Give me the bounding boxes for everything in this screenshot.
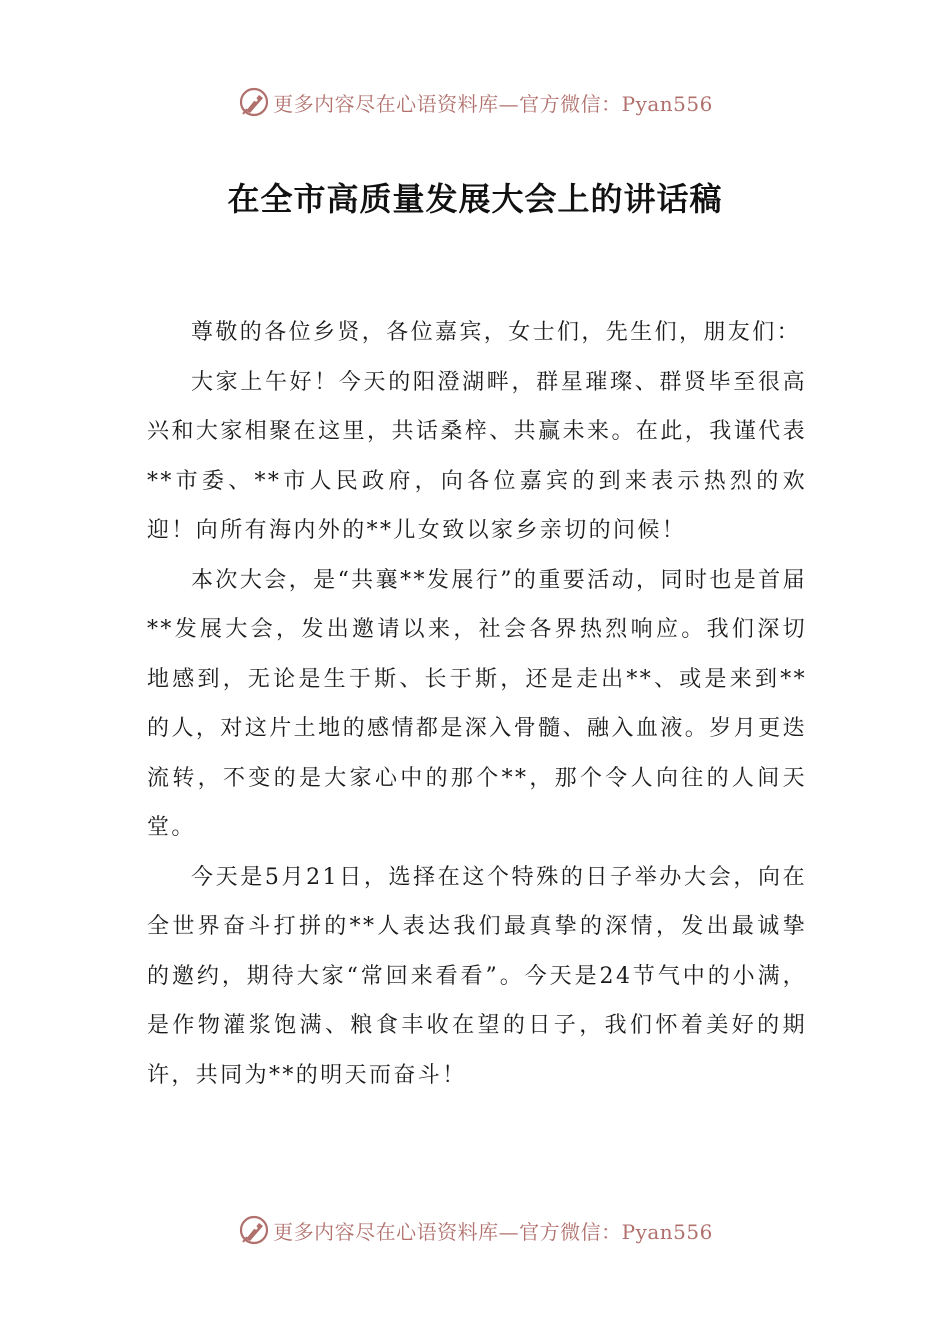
paragraph-conference: 本次大会，是“共襄**发展行”的重要活动，同时也是首届**发展大会，发出邀请以来，社会各界热烈响应。我们深切地感到，无论是生于斯、长于斯，还是走出**、或是来到**的人，对这片土地的感情都是深入骨髓、融入血液。岁月更迭流转，不变的是大家心中的那个**，那个令人向往的人间天堂。: [147, 567, 807, 840]
paragraph-greeting: 大家上午好！今天的阳澄湖畔，群星璀璨、群贤毕至很高兴和大家相聚在这里，共话桑梓、共赢未来。在此，我谨代表**市委、**市人民政府，向各位嘉宾的到来表示热烈的欢迎！向所有海内外的**儿女致以家乡亲切的问候！: [147, 369, 807, 543]
document-body: [147, 308, 807, 1100]
pen-nib-circle-icon: [237, 1213, 271, 1247]
pen-nib-circle-icon: [237, 85, 271, 119]
document-title: 在全市高质量发展大会上的讲话稿: [227, 180, 723, 218]
watermark-text: 更多内容尽在心语资料库—官方微信：Pyan556: [273, 91, 713, 116]
paragraph-salutation: 尊敬的各位乡贤，各位嘉宾，女士们，先生们，朋友们：: [191, 320, 802, 345]
watermark-text: 更多内容尽在心语资料库—官方微信：Pyan556: [273, 1219, 713, 1244]
header-watermark: [0, 82, 950, 122]
footer-watermark: [0, 1210, 950, 1250]
paragraph-date: 今天是5月21日，选择在这个特殊的日子举办大会，向在全世界奋斗打拼的**人表达我们最真挚的深情，发出最诚挚的邀约，期待大家“常回来看看”。今天是24节气中的小满，是作物灌浆饱满、粮食丰收在望的日子，我们怀着美好的期许，共同为**的明天而奋斗！: [147, 864, 807, 1088]
